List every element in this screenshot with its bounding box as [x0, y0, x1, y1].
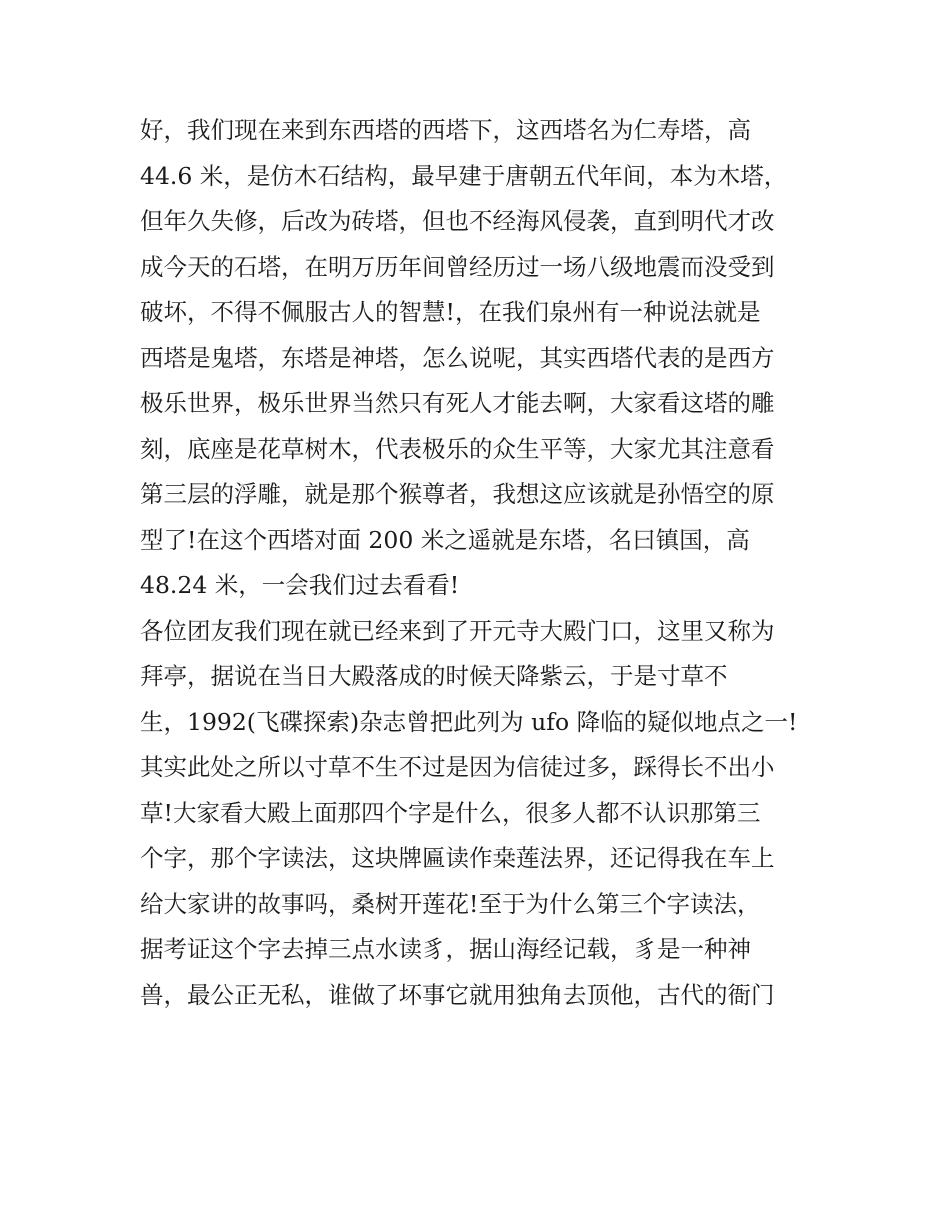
- text-line: 第三层的浮雕，就是那个猴尊者，我想这应该就是孙悟空的原: [140, 480, 775, 508]
- text-line: 44.6 米，是仿木石结构，最早建于唐朝五代年间，本为木塔，: [140, 161, 788, 190]
- text-line: 兽，最公正无私，谁做了坏事它就用独角去顶他，古代的衙门: [140, 980, 775, 1009]
- text-line: 好，我们现在来到东西塔的西塔下，这西塔名为仁寿塔，高: [140, 116, 751, 144]
- text-line: 但年久失修，后改为砖塔，但也不经海风侵袭，直到明代才改: [140, 207, 775, 235]
- text-line: 其实此处之所以寸草不生不过是因为信徒过多，踩得长不出小: [140, 753, 775, 781]
- text-line: 破坏，不得不佩服古人的智慧!，在我们泉州有一种说法就是: [140, 298, 761, 326]
- text-line: 生，1992(飞碟探索)杂志曾把此列为 ufo 降临的疑似地点之一!: [140, 707, 798, 736]
- text-line: 型了!在这个西塔对面 200 米之遥就是东塔，名曰镇国，高: [140, 525, 750, 554]
- text-line: 据考证这个字去掉三点水读豸，据山海经记载，豸是一种神: [140, 935, 751, 963]
- text-line: 西塔是鬼塔，东塔是神塔，怎么说呢，其实西塔代表的是西方: [140, 343, 775, 372]
- text-line: 极乐世界，极乐世界当然只有死人才能去啊，大家看这塔的雕: [140, 389, 775, 417]
- text-line: 成今天的石塔，在明万历年间曾经历过一场八级地震而没受到: [140, 252, 775, 281]
- text-line: 刻，底座是花草树木，代表极乐的众生平等，大家尤其注意看: [140, 434, 775, 463]
- text-line: 拜亭，据说在当日大殿落成的时候天降紫云，于是寸草不: [140, 662, 728, 690]
- text-line: 草!大家看大殿上面那四个字是什么，很多人都不认识那第三: [140, 798, 761, 827]
- text-line: 给大家讲的故事吗，桑树开莲花!至于为什么第三个字读法，: [140, 889, 761, 918]
- body-text: [140, 108, 820, 1018]
- text-line: 48.24 米，一会我们过去看看!: [140, 571, 460, 599]
- text-line: 各位团友我们现在就已经来到了开元寺大殿门口，这里又称为: [140, 616, 775, 645]
- text-line: 个字，那个字读法，这块牌匾读作桒莲法界，还记得我在车上: [140, 844, 775, 872]
